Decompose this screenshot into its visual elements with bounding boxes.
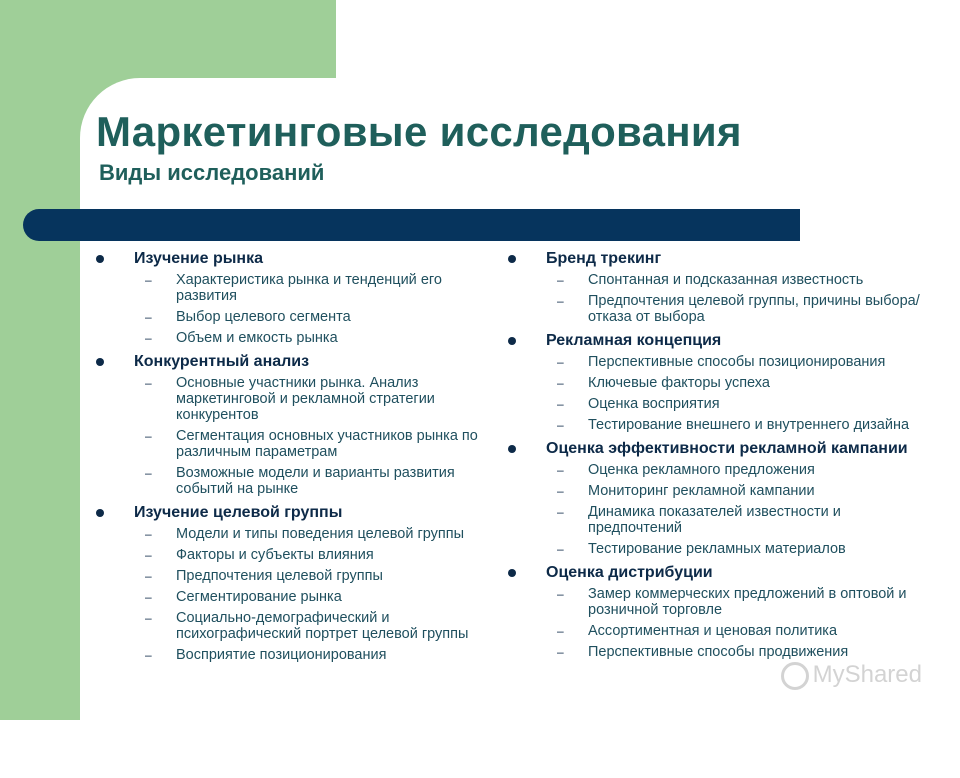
section-heading xyxy=(508,250,928,267)
list-item xyxy=(96,547,506,563)
section-heading-text: Изучение целевой группы xyxy=(134,504,343,521)
list-item xyxy=(508,396,928,412)
section-heading xyxy=(508,564,928,581)
bullet-dot-icon xyxy=(508,337,516,345)
dash-icon: – xyxy=(557,355,564,369)
list-item-text: Характеристика рынка и тенденций его развития xyxy=(176,272,442,304)
list-item-text: Предпочтения целевой группы xyxy=(176,568,383,584)
section-heading-text: Рекламная концепция xyxy=(546,332,722,349)
section-heading-text: Конкурентный анализ xyxy=(134,353,310,370)
dash-icon: – xyxy=(557,273,564,287)
section-heading xyxy=(96,504,506,521)
dash-icon: – xyxy=(557,463,564,477)
dash-icon: – xyxy=(557,294,564,308)
dash-icon: – xyxy=(557,624,564,638)
dash-icon: – xyxy=(557,484,564,498)
list-item xyxy=(508,644,928,660)
right-column xyxy=(508,250,928,660)
section-heading xyxy=(508,332,928,349)
bullet-dot-icon xyxy=(96,255,104,263)
list-item-text: Объем и емкость рынка xyxy=(176,330,338,346)
bullet-dot-icon xyxy=(508,255,516,263)
dash-icon: – xyxy=(145,611,152,625)
list-item-text: Социально-демографический и психографический портрет целевой группы xyxy=(176,610,469,642)
list-item-text: Замер коммерческих предложений в оптовой и розничной торговле xyxy=(588,586,907,618)
list-item xyxy=(508,272,928,288)
list-item xyxy=(508,586,928,618)
section-heading xyxy=(508,440,928,457)
slide-subtitle: Виды исследований xyxy=(99,160,325,185)
list-item-text: Возможные модели и варианты развития событий на рынке xyxy=(176,465,455,497)
list-item xyxy=(96,568,506,584)
list-item xyxy=(96,647,506,663)
section-heading-text: Оценка дистрибуции xyxy=(546,564,713,581)
list-item-text: Предпочтения целевой группы, причины выбора/отказа от выбора xyxy=(588,293,920,325)
list-item xyxy=(508,417,928,433)
section-heading xyxy=(96,353,506,370)
list-item xyxy=(96,610,506,642)
bullet-section xyxy=(508,332,928,433)
dash-icon: – xyxy=(557,505,564,519)
list-item xyxy=(96,330,506,346)
bullet-dot-icon xyxy=(96,358,104,366)
list-item-text: Тестирование внешнего и внутреннего дизайна xyxy=(588,417,910,433)
dash-icon: – xyxy=(557,376,564,390)
list-item-text: Выбор целевого сегмента xyxy=(176,309,351,325)
bullet-section xyxy=(508,250,928,325)
dash-icon: – xyxy=(145,648,152,662)
bullet-dot-icon xyxy=(96,509,104,517)
bullet-dot-icon xyxy=(508,569,516,577)
slide-title: Маркетинговые исследования xyxy=(96,108,742,155)
dash-icon: – xyxy=(557,645,564,659)
bullet-section xyxy=(508,564,928,660)
bullet-section xyxy=(96,250,506,346)
list-item xyxy=(508,623,928,639)
list-item xyxy=(96,272,506,304)
bullet-dot-icon xyxy=(508,445,516,453)
list-item xyxy=(96,589,506,605)
list-item xyxy=(508,483,928,499)
list-item-text: Ассортиментная и ценовая политика xyxy=(588,623,838,639)
list-item-text: Спонтанная и подсказанная известность xyxy=(588,272,864,288)
section-heading xyxy=(96,250,506,267)
list-item-text: Ключевые факторы успеха xyxy=(588,375,770,391)
dash-icon: – xyxy=(145,569,152,583)
myshared-logo-icon xyxy=(781,662,809,690)
dash-icon: – xyxy=(557,542,564,556)
list-item xyxy=(508,375,928,391)
section-heading-text: Оценка эффективности рекламной кампании xyxy=(546,440,908,457)
list-item-text: Основные участники рынка. Анализ маркетинговой и рекламной стратегии конкурентов xyxy=(176,375,435,423)
dash-icon: – xyxy=(145,310,152,324)
bullet-section xyxy=(96,353,506,497)
section-heading-text: Изучение рынка xyxy=(134,250,263,267)
divider-bar xyxy=(23,209,800,241)
watermark xyxy=(781,661,922,690)
dash-icon: – xyxy=(145,548,152,562)
list-item xyxy=(96,309,506,325)
bullet-section xyxy=(508,440,928,557)
list-item xyxy=(96,465,506,497)
dash-icon: – xyxy=(557,418,564,432)
list-item-text: Факторы и субъекты влияния xyxy=(176,547,374,563)
section-heading-text: Бренд трекинг xyxy=(546,250,662,267)
list-item xyxy=(96,375,506,423)
list-item-text: Сегментирование рынка xyxy=(176,589,342,605)
dash-icon: – xyxy=(145,376,152,390)
dash-icon: – xyxy=(145,527,152,541)
list-item xyxy=(96,526,506,542)
list-item-text: Мониторинг рекламной кампании xyxy=(588,483,815,499)
list-item-text: Перспективные способы позиционирования xyxy=(588,354,886,370)
watermark-text: MyShared xyxy=(812,661,922,689)
list-item xyxy=(508,504,928,536)
list-item-text: Перспективные способы продвижения xyxy=(588,644,849,660)
list-item-text: Модели и типы поведения целевой группы xyxy=(176,526,465,542)
list-item xyxy=(508,462,928,478)
list-item-text: Восприятие позиционирования xyxy=(176,647,387,663)
bullet-section xyxy=(96,504,506,663)
dash-icon: – xyxy=(557,397,564,411)
list-item-text: Тестирование рекламных материалов xyxy=(588,541,846,557)
list-item xyxy=(508,293,928,325)
list-item xyxy=(96,428,506,460)
dash-icon: – xyxy=(145,429,152,443)
list-item-text: Оценка рекламного предложения xyxy=(588,462,815,478)
list-item-text: Сегментация основных участников рынка по различным параметрам xyxy=(176,428,478,460)
list-item xyxy=(508,354,928,370)
dash-icon: – xyxy=(145,273,152,287)
list-item xyxy=(508,541,928,557)
dash-icon: – xyxy=(557,587,564,601)
left-column xyxy=(96,250,506,663)
list-item-text: Оценка восприятия xyxy=(588,396,720,412)
list-item-text: Динамика показателей известности и предпочтений xyxy=(588,504,841,536)
dash-icon: – xyxy=(145,590,152,604)
dash-icon: – xyxy=(145,331,152,345)
dash-icon: – xyxy=(145,466,152,480)
